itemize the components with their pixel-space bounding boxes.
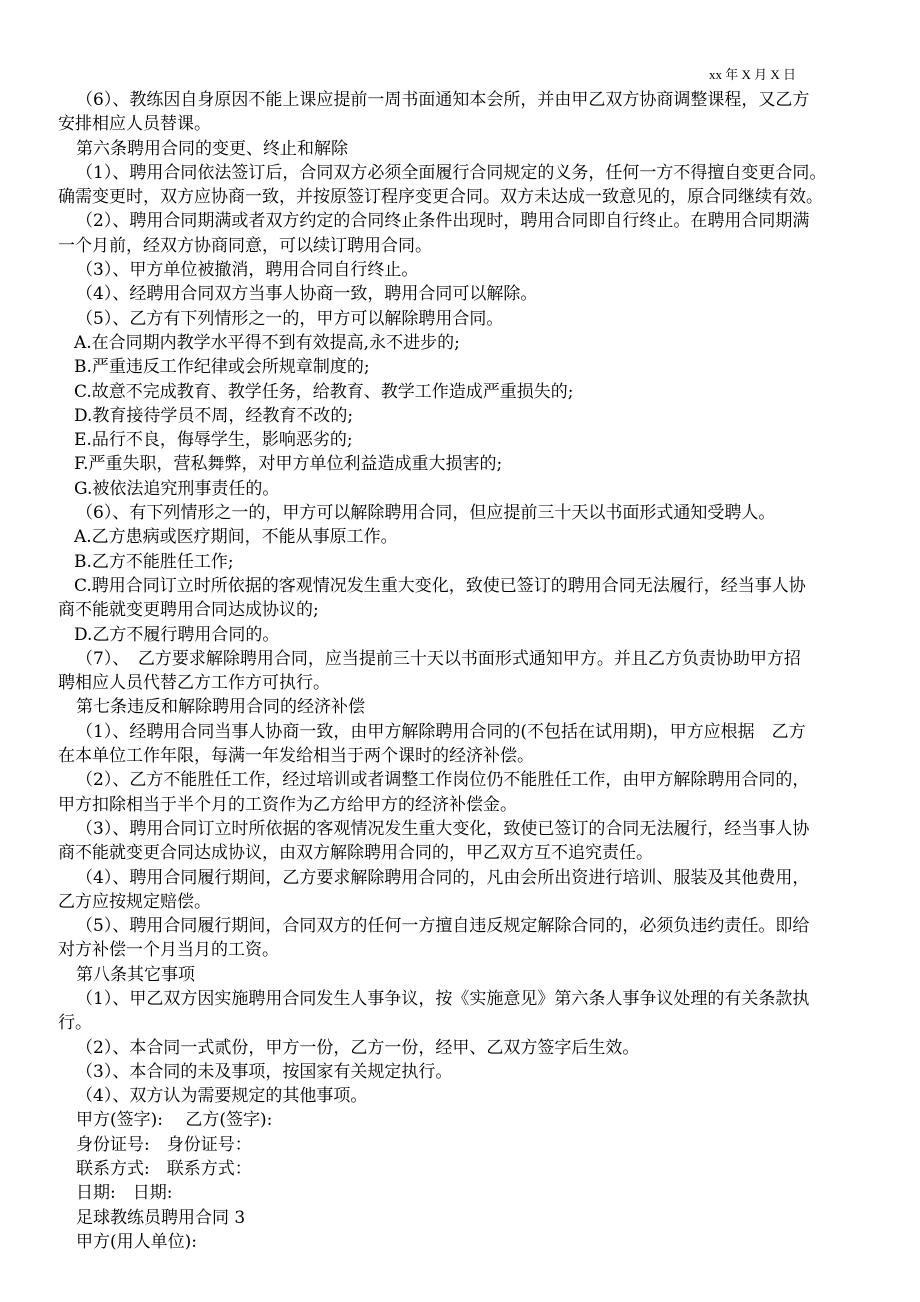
text-line: 一个月前，经双方协商同意，可以续订聘用合同。 bbox=[58, 235, 432, 256]
text-line: （4）、双方认为需要规定的其他事项。 bbox=[76, 1086, 368, 1107]
text-line: A.乙方患病或医疗期间，不能从事原工作。 bbox=[74, 527, 398, 548]
text-line: D.乙方不履行聘用合同的。 bbox=[74, 624, 280, 645]
text-line: E.品行不良，侮辱学生，影响恶劣的; bbox=[74, 430, 353, 451]
text-line: D.教育接待学员不周，经教育不改的; bbox=[74, 405, 354, 426]
text-line: （2）、聘用合同期满或者双方约定的合同终止条件出现时，聘用合同即自行终止。在聘用合同期满 bbox=[76, 211, 810, 232]
text-line: 第七条违反和解除聘用合同的经济补偿 bbox=[76, 697, 365, 718]
text-line: （5）、聘用合同履行期间，合同双方的任何一方擅自违反规定解除合同的，必须负违约责任。即给 bbox=[76, 916, 810, 937]
text-line: （7）、 乙方要求解除聘用合同，应当提前三十天以书面形式通知甲方。并且乙方负责协助甲方招 bbox=[76, 648, 801, 669]
text-line: 商不能就变更聘用合同达成协议的; bbox=[58, 600, 319, 621]
text-line: （3）、甲方单位被撤消，聘用合同自行终止。 bbox=[76, 260, 419, 281]
text-line: 确需变更时，双方应协商一致，并按原签订程序变更合同。双方未达成一致意见的，原合同继续有效。 bbox=[58, 187, 823, 208]
text-line: （3）、本合同的未及事项，按国家有关规定执行。 bbox=[76, 1061, 453, 1082]
text-line: F.严重失职，营私舞弊，对甲方单位利益造成重大损害的; bbox=[74, 454, 503, 475]
text-line: 在本单位工作年限，每满一年发给相当于两个课时的经济补偿。 bbox=[58, 746, 534, 767]
text-line: （1）、经聘用合同当事人协商一致，由甲方解除聘用合同的(不包括在试用期)，甲方应根据 乙方 bbox=[76, 721, 806, 742]
text-line: 甲方(用人单位): bbox=[76, 1231, 197, 1252]
text-line: C.聘用合同订立时所依据的客观情况发生重大变化，致使已签订的聘用合同无法履行，经当事人协 bbox=[74, 575, 806, 596]
document-body bbox=[58, 88, 870, 1254]
text-line: （2）、乙方不能胜任工作，经过培训或者调整工作岗位仍不能胜任工作，由甲方解除聘用合同的， bbox=[76, 770, 810, 791]
text-line: 日期: 日期: bbox=[76, 1183, 173, 1204]
text-line: 足球教练员聘用合同 3 bbox=[76, 1207, 246, 1228]
text-line: A.在合同期内教学水平得不到有效提高,永不进步的; bbox=[74, 332, 460, 353]
text-line: B.乙方不能胜任工作; bbox=[74, 551, 234, 572]
text-line: （6）、有下列情形之一的，甲方可以解除聘用合同，但应提前三十天以书面形式通知受聘人。 bbox=[76, 503, 776, 524]
text-line: G.被依法追究刑事责任的。 bbox=[74, 478, 280, 499]
text-line: 行。 bbox=[58, 1013, 92, 1034]
text-line: 聘相应人员代替乙方工作方可执行。 bbox=[58, 673, 330, 694]
text-line: 商不能就变更合同达成协议，由双方解除聘用合同的，甲乙双方互不追究责任。 bbox=[58, 843, 653, 864]
text-line: （4）、经聘用合同双方当事人协商一致，聘用合同可以解除。 bbox=[76, 284, 538, 305]
text-line: 第八条其它事项 bbox=[76, 964, 195, 985]
text-line: 对方补偿一个月当月的工资。 bbox=[58, 940, 279, 961]
text-line: 身份证号: 身份证号： bbox=[76, 1134, 252, 1155]
text-line: 甲方扣除相当于半个月的工资作为乙方给甲方的经济补偿金。 bbox=[58, 794, 517, 815]
header-date: xx 年 X 月 X 日 bbox=[708, 67, 796, 82]
text-line: （1）、甲乙双方因实施聘用合同发生人事争议，按《实施意见》第六条人事争议处理的有关条款执 bbox=[76, 988, 810, 1009]
text-line: （1）、聘用合同依法签订后，合同双方必须全面履行合同规定的义务，任何一方不得擅自变更合同。 bbox=[76, 162, 827, 183]
text-line: 乙方应按规定赔偿。 bbox=[58, 891, 211, 912]
text-line: 第六条聘用合同的变更、终止和解除 bbox=[76, 138, 348, 159]
text-line: （6）、教练因自身原因不能上课应提前一周书面通知本会所，并由甲乙双方协商调整课程，又乙方 bbox=[76, 90, 810, 110]
text-line: （4）、聘用合同履行期间，乙方要求解除聘用合同的，凡由会所出资进行培训、服装及其他费用， bbox=[76, 867, 810, 888]
text-line: （2）、本合同一式贰份，甲方一份，乙方一份，经甲、乙双方签字后生效。 bbox=[76, 1037, 640, 1058]
text-line: 甲方(签字): 乙方(签字): bbox=[76, 1110, 273, 1131]
text-line: B.严重违反工作纪律或会所规章制度的; bbox=[74, 357, 370, 378]
text-line: 联系方式: 联系方式： bbox=[76, 1159, 252, 1180]
text-line: （5）、乙方有下列情形之一的，甲方可以解除聘用合同。 bbox=[76, 308, 504, 329]
text-line: （3）、聘用合同订立时所依据的客观情况发生重大变化，致使已签订的合同无法履行，经当事人协 bbox=[76, 818, 810, 839]
text-line: C.故意不完成教育、教学任务，给教育、教学工作造成严重损失的; bbox=[74, 381, 574, 402]
text-line: 安排相应人员替课。 bbox=[58, 114, 211, 135]
